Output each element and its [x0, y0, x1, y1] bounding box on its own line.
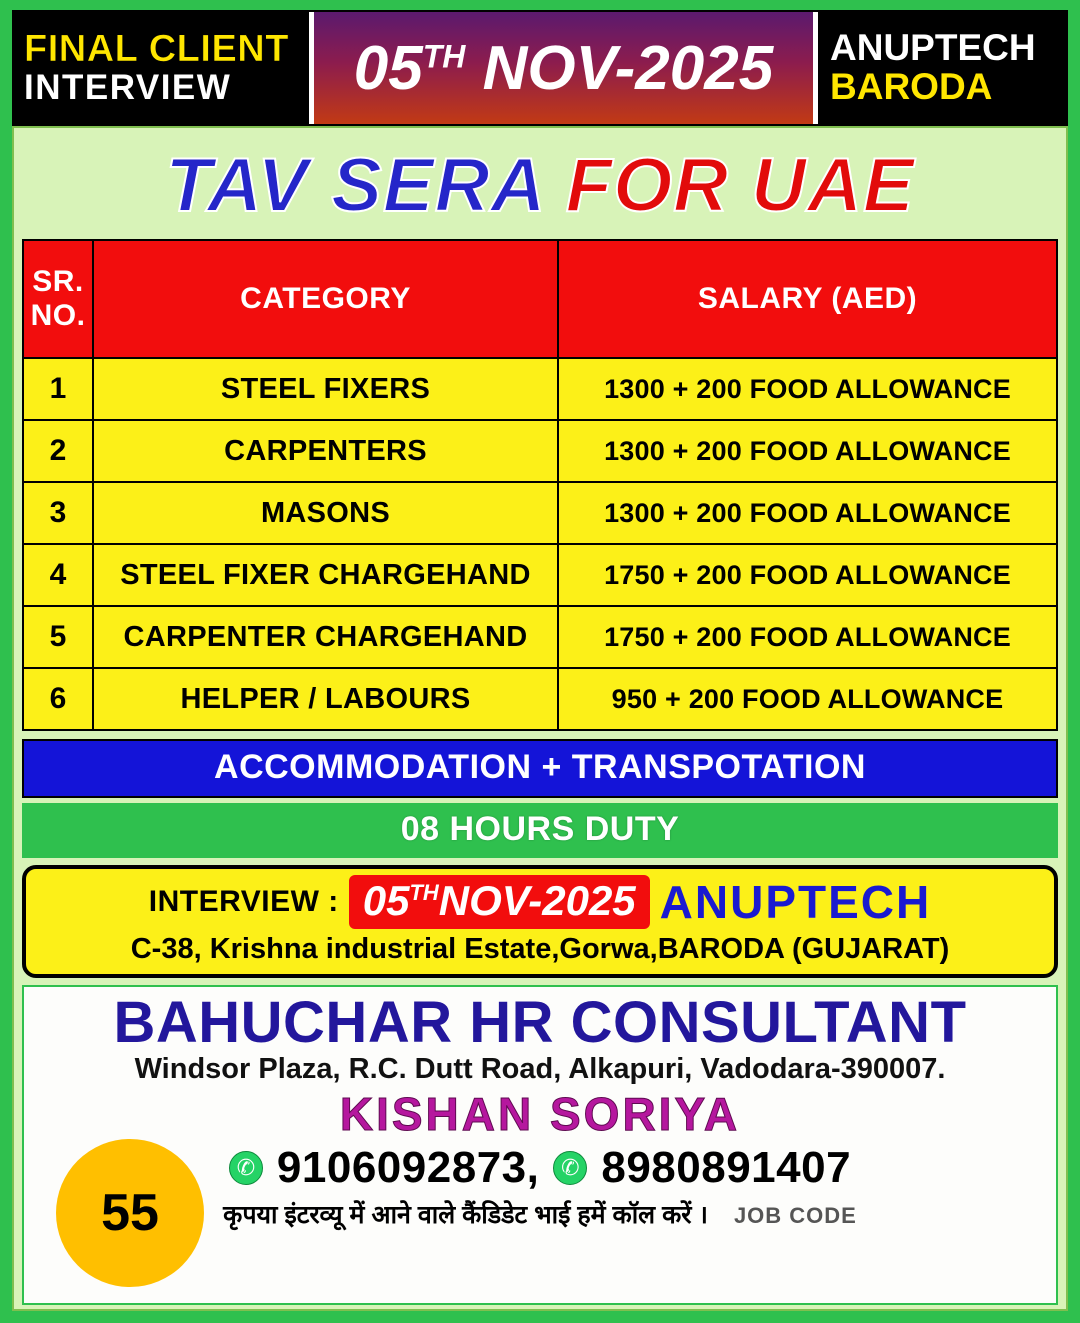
salary-table	[22, 239, 1058, 731]
header-right-block	[818, 12, 1066, 124]
sr-header-line1: SR.	[32, 264, 84, 298]
cell-sr: 1	[23, 358, 93, 420]
interview-company: ANUPTECH	[659, 876, 932, 928]
interview-row	[36, 875, 1044, 929]
whatsapp-icon: ✆	[229, 1151, 263, 1185]
table-row	[23, 420, 1057, 482]
cell-category: HELPER / LABOURS	[93, 668, 558, 730]
consultant-footer	[22, 985, 1058, 1305]
cell-sr: 6	[23, 668, 93, 730]
header-interview: INTERVIEW	[24, 67, 232, 107]
cell-salary: 1750 + 200 FOOD ALLOWANCE	[558, 544, 1057, 606]
cell-sr: 5	[23, 606, 93, 668]
poster-body	[12, 126, 1068, 1311]
table-header-row	[23, 240, 1057, 358]
table-row	[23, 544, 1057, 606]
column-header-salary: SALARY (AED)	[558, 240, 1057, 358]
cell-salary: 1750 + 200 FOOD ALLOWANCE	[558, 606, 1057, 668]
cell-category: CARPENTER CHARGEHAND	[93, 606, 558, 668]
cell-salary: 1300 + 200 FOOD ALLOWANCE	[558, 482, 1057, 544]
headline-client: TAV SERA	[165, 143, 566, 228]
cell-salary: 1300 + 200 FOOD ALLOWANCE	[558, 358, 1057, 420]
header-agency-city: BARODA	[830, 66, 993, 107]
cell-sr: 3	[23, 482, 93, 544]
job-code-badge: 55	[56, 1139, 204, 1287]
headline	[22, 134, 1058, 235]
interview-address: C-38, Krishna industrial Estate,Gorwa,BARODA (GUJARAT)	[130, 933, 950, 965]
salary-table-head	[23, 240, 1057, 358]
interview-label: INTERVIEW :	[148, 885, 339, 918]
header-date	[354, 33, 773, 104]
contact-person-name: KISHAN SORIYA	[339, 1087, 741, 1140]
whatsapp-icon: ✆	[553, 1151, 587, 1185]
interview-date-number: 05	[362, 877, 410, 924]
header-date-block	[314, 12, 818, 124]
interview-date-month: NOV-2025	[438, 877, 636, 924]
cell-salary: 950 + 200 FOOD ALLOWANCE	[558, 668, 1057, 730]
benefit-duty-hours-bar: 08 HOURS DUTY	[22, 803, 1058, 858]
salary-table-body	[23, 358, 1057, 730]
interview-details-box	[22, 865, 1058, 978]
consultant-name: BAHUCHAR HR CONSULTANT	[113, 990, 967, 1055]
cell-sr: 4	[23, 544, 93, 606]
header-left-block	[14, 12, 314, 124]
poster-header	[12, 10, 1068, 126]
cell-category: STEEL FIXERS	[93, 358, 558, 420]
column-header-sr-no	[23, 240, 93, 358]
cell-category: CARPENTERS	[93, 420, 558, 482]
phone-number-1[interactable]: 9106092873,	[276, 1142, 540, 1192]
header-date-number: 05	[353, 33, 423, 103]
contact-phone-row	[229, 1143, 851, 1193]
footer-note-row	[223, 1197, 857, 1231]
header-date-month: NOV-2025	[465, 33, 774, 103]
interview-date	[349, 875, 650, 929]
table-row	[23, 358, 1057, 420]
cell-sr: 2	[23, 420, 93, 482]
cell-salary: 1300 + 200 FOOD ALLOWANCE	[558, 420, 1057, 482]
job-code-label: JOB CODE	[733, 1202, 857, 1228]
table-row	[23, 482, 1057, 544]
table-row	[23, 668, 1057, 730]
header-agency-name: ANUPTECH	[830, 27, 1036, 69]
header-date-ordinal: TH	[422, 37, 466, 74]
header-final-client: FINAL CLIENT	[24, 27, 289, 70]
cell-category: STEEL FIXER CHARGEHAND	[93, 544, 558, 606]
interview-date-ordinal: TH	[409, 880, 439, 905]
phone-number-2[interactable]: 8980891407	[601, 1142, 852, 1192]
column-header-category: CATEGORY	[93, 240, 558, 358]
cell-category: MASONS	[93, 482, 558, 544]
table-row	[23, 606, 1057, 668]
hindi-instruction: कृपया इंटरव्यू में आने वाले कैंडिडेट भाई हमें कॉल करें ।	[223, 1200, 708, 1229]
consultant-address: Windsor Plaza, R.C. Dutt Road, Alkapuri, Vadodara-390007.	[134, 1052, 946, 1085]
headline-country: FOR UAE	[565, 143, 915, 228]
benefit-accommodation-bar: ACCOMMODATION + TRANSPOTATION	[22, 739, 1058, 798]
sr-header-line2: NO.	[30, 299, 86, 332]
